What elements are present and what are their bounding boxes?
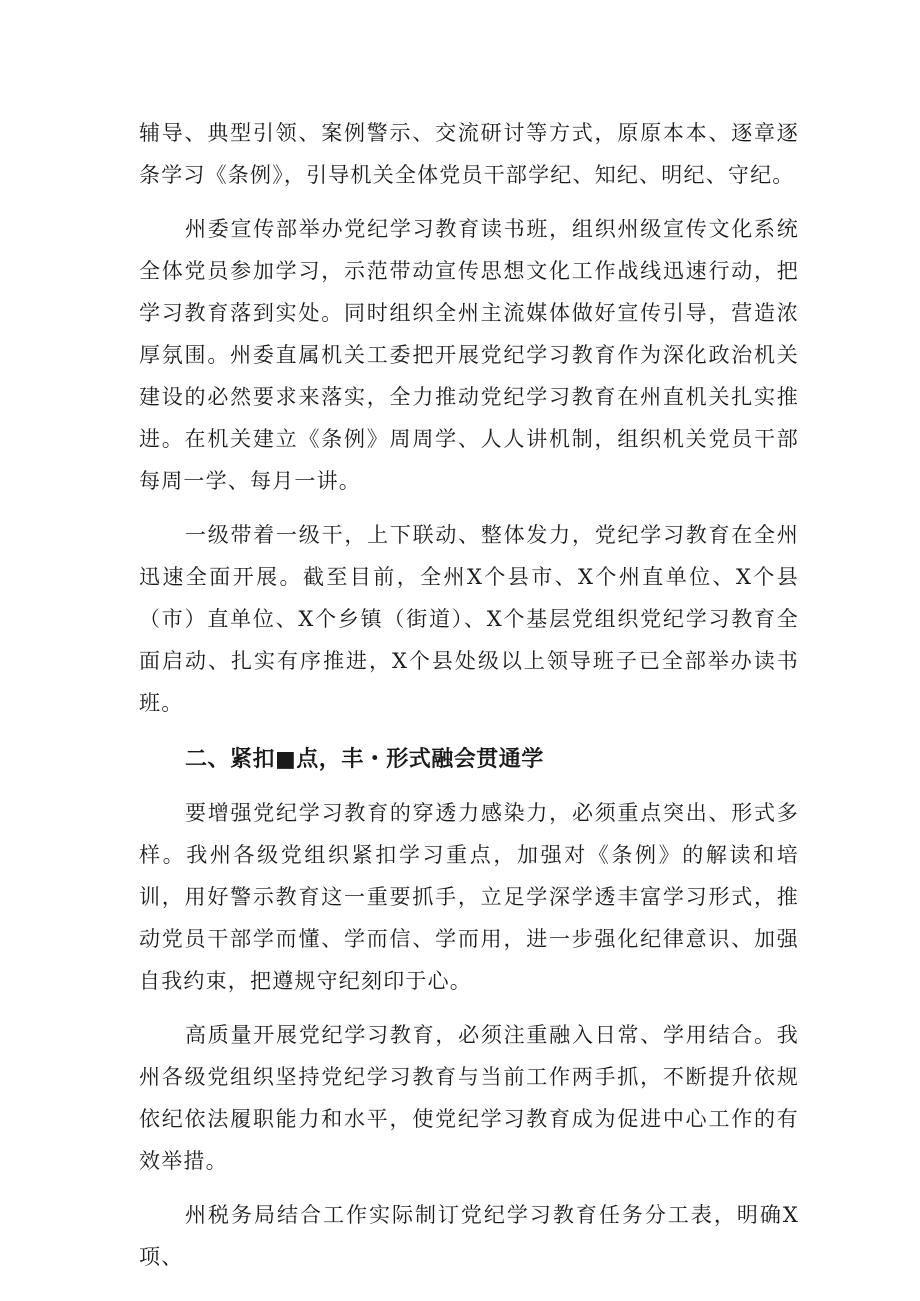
section-heading: 二、紧扣■点，丰・形式融会贯通学 <box>185 747 544 772</box>
paragraph-overall-progress: 一级带着一级干，上下联动、整体发力，党纪学习教育在全州迅速全面开展。截至目前，全州X个县市、X个州直单位、X个县（市）直单位、X个乡镇（街道）、X个基层党组织党纪学习教育全面启动、扎实有序推进，X个县处级以上领导班子已全部举办读书班。 <box>139 523 799 715</box>
paragraph-propaganda-department: 州委宣传部举办党纪学习教育读书班，组织州级宣传文化系统全体党员参加学习，示范带动宣传思想文化工作战线迅速行动，把学习教育落到实处。同时组织全州主流媒体做好宣传引导，营造浓厚氛围。州委直属机关工委把开展党纪学习教育作为深化政治机关建设的必然要求来落实，全力推动党纪学习教育在州直机关扎实推进。在机关建立《条例》周周学、人人讲机制，组织机关党员干部每周一学、每月一讲。 <box>139 217 799 493</box>
document-body <box>139 112 799 1278</box>
paragraph-tax-bureau: 州税务局结合工作实际制订党纪学习教育任务分工表，明确X项、 <box>139 1203 799 1269</box>
paragraph-continuation: 辅导、典型引领、案例警示、交流研讨等方式，原原本本、逐章逐条学习《条例》，引导机关全体党员干部学纪、知纪、明纪、守纪。 <box>139 121 799 187</box>
paragraph-key-points: 要增强党纪学习教育的穿透力感染力，必须重点突出、形式多样。我州各级党组织紧扣学习重点，加强对《条例》的解读和培训，用好警示教育这一重要抓手，立足学深学透丰富学习形式，推动党员干部学而懂、学而信、学而用，进一步强化纪律意识、加强自我约束，把遵规守纪刻印于心。 <box>139 801 799 993</box>
paragraph-integration: 高质量开展党纪学习教育，必须注重融入日常、学用结合。我州各级党组织坚持党纪学习教育与当前工作两手抓，不断提升依规依纪依法履职能力和水平，使党纪学习教育成为促进中心工作的有效举措。 <box>139 1023 799 1173</box>
